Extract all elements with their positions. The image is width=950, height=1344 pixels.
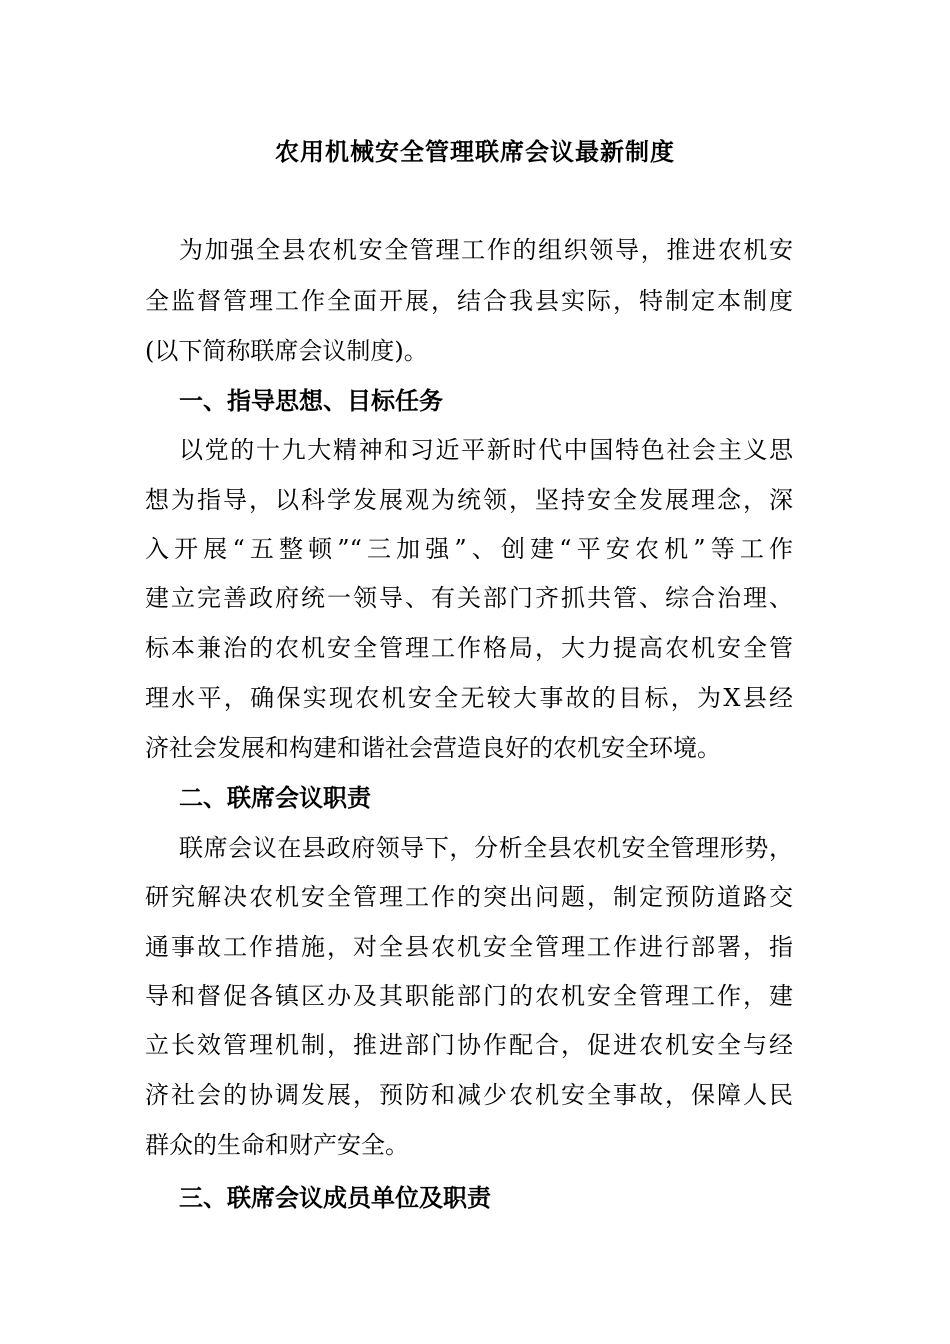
section-2-line-1: 联席会议在县政府领导下，分析全县农机安全管理形势， bbox=[179, 834, 793, 862]
section-1-line-3: 入开展“五整顿”“三加强”、创建“平安农机”等工作 bbox=[145, 535, 793, 563]
section-2-line-4: 导和督促各镇区办及其职能部门的农机安全管理工作，建 bbox=[145, 982, 793, 1010]
section-1-line-7: 济社会发展和构建和谐社会营造良好的农机安全环境。 bbox=[145, 734, 721, 762]
section-1-heading: 一、指导思想、目标任务 bbox=[179, 386, 443, 415]
intro-line-3: (以下简称联席会议制度)。 bbox=[145, 337, 428, 365]
section-1-line-2: 想为指导，以科学发展观为统领，坚持安全发展理念，深 bbox=[145, 486, 793, 514]
section-3-heading: 三、联席会议成员单位及职责 bbox=[179, 1183, 491, 1212]
intro-line-2: 全监督管理工作全面开展，结合我县实际，特制定本制度 bbox=[145, 287, 793, 315]
section-2-line-2: 研究解决农机安全管理工作的突出问题，制定预防道路交 bbox=[145, 883, 793, 911]
section-1-line-5: 标本兼治的农机安全管理工作格局，大力提高农机安全管 bbox=[145, 634, 793, 662]
intro-line-1: 为加强全县农机安全管理工作的组织领导，推进农机安 bbox=[179, 236, 793, 264]
section-1-line-1: 以党的十九大精神和习近平新时代中国特色社会主义思 bbox=[179, 436, 793, 464]
document-title: 农用机械安全管理联席会议最新制度 bbox=[275, 137, 675, 166]
section-1-line-4: 建立完善政府统一领导、有关部门齐抓共管、综合治理、 bbox=[145, 584, 793, 612]
section-2-heading: 二、联席会议职责 bbox=[179, 783, 371, 812]
section-2-line-7: 群众的生命和财产安全。 bbox=[145, 1131, 409, 1159]
section-2-line-6: 济社会的协调发展，预防和减少农机安全事故，保障人民 bbox=[145, 1081, 793, 1109]
section-2-line-3: 通事故工作措施，对全县农机安全管理工作进行部署，指 bbox=[145, 933, 793, 961]
section-1-line-6: 理水平，确保实现农机安全无较大事故的目标，为X县经 bbox=[145, 684, 793, 712]
section-2-line-5: 立长效管理机制，推进部门协作配合，促进农机安全与经 bbox=[145, 1031, 793, 1059]
